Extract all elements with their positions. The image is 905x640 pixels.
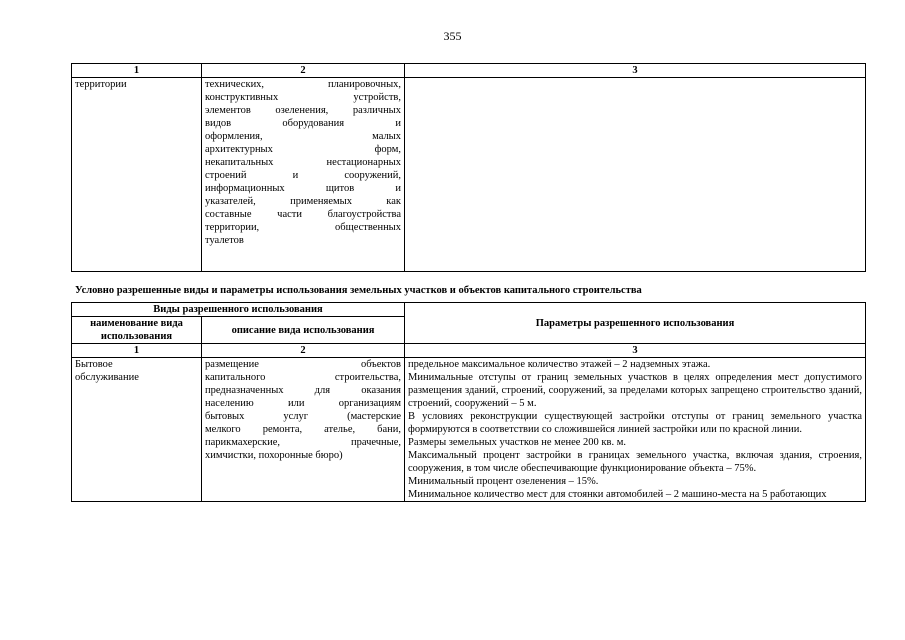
description-line: архитектурных форм, [205, 144, 401, 155]
description-line: парикмахерские, прачечные, [205, 437, 402, 448]
column-number-3: 3 [405, 344, 866, 358]
parameters-header: Параметры разрешенного использования [405, 303, 866, 344]
description-line: информационных щитов и [205, 183, 401, 194]
parameter-paragraph: Размеры земельных участков не менее 200 кв. м. [408, 437, 627, 448]
use-description-cell [202, 78, 405, 272]
use-description-cell [202, 358, 405, 502]
column-number-2: 2 [202, 344, 405, 358]
column-number-1: 1 [72, 64, 202, 78]
page-number: 355 [443, 29, 462, 43]
parameter-paragraph: Минимальный процент озеленения – 15%. [408, 476, 599, 487]
table-row [72, 78, 866, 272]
parameter-paragraph: Минимальное количество мест для стоянки автомобилей – 2 машино-места на 5 работающих [408, 489, 827, 500]
column-number-row [72, 64, 866, 78]
description-line: населению или организациям [205, 398, 402, 409]
parameter-paragraph: Минимальные отступы от границ земельных участков в целях определения мест допустимого размещения зданий, строений, сооружений, за пределами которых запрещено строительство зданий, строений, сооружений – 5 м. [408, 372, 863, 409]
description-line: видов оборудования и [205, 118, 401, 129]
column-number-3: 3 [405, 64, 866, 78]
use-description-header: описание вида использования [202, 317, 405, 344]
description-line: оформления, малых [205, 131, 401, 142]
description-line: капитального строительства, [205, 372, 402, 383]
use-name-cell: Бытовое обслуживание [72, 358, 202, 502]
parameter-paragraph: В условиях реконструкции существующей застройки отступы от границ земельного участка формируются в соответствии со сложившейся линией застройки или по красной линии. [408, 411, 863, 435]
description-line: территории, общественных [205, 222, 401, 233]
description-line: мелкого ремонта, ателье, бани, [205, 424, 402, 435]
section-title: Условно разрешенные виды и параметры использования земельных участков и объектов капитального строительства [75, 285, 642, 296]
description-line: предназначенных для оказания [205, 385, 402, 396]
column-number-2: 2 [202, 64, 405, 78]
description-line: указателей, применяемых как [205, 196, 401, 207]
description-line: химчистки, похоронные бюро) [205, 450, 343, 461]
parameters-cell [405, 78, 866, 272]
table-row [72, 358, 866, 502]
column-number-row [72, 344, 866, 358]
parameter-paragraph: Максимальный процент застройки в границах земельного участка, включая здания, строения, сооружения, в том числе обеспечивающие функционирование объекта – 75%. [408, 450, 863, 474]
use-name-header: наименование вида использования [72, 317, 202, 344]
parameters-cell [405, 358, 866, 502]
description-line: элементов озеленения, различных [205, 105, 401, 116]
description-line: бытовых услуг (мастерские [205, 411, 402, 422]
description-line: конструктивных устройств, [205, 92, 401, 103]
description-line: составные части благоустройства [205, 209, 401, 220]
parameter-paragraph: предельное максимальное количество этажей – 2 надземных этажа. [408, 359, 711, 370]
description-line: строений и сооружений, [205, 170, 401, 181]
use-name-cell: территории [72, 78, 202, 272]
conditional-use-table [71, 302, 866, 502]
description-line: размещение объектов [205, 359, 402, 370]
column-number-1: 1 [72, 344, 202, 358]
continuation-table [71, 63, 866, 272]
description-line: технических, планировочных, [205, 79, 401, 90]
group-header-row [72, 303, 866, 317]
description-line: туалетов [205, 235, 244, 246]
description-line: некапитальных нестационарных [205, 157, 401, 168]
group-header: Виды разрешенного использования [72, 303, 405, 317]
